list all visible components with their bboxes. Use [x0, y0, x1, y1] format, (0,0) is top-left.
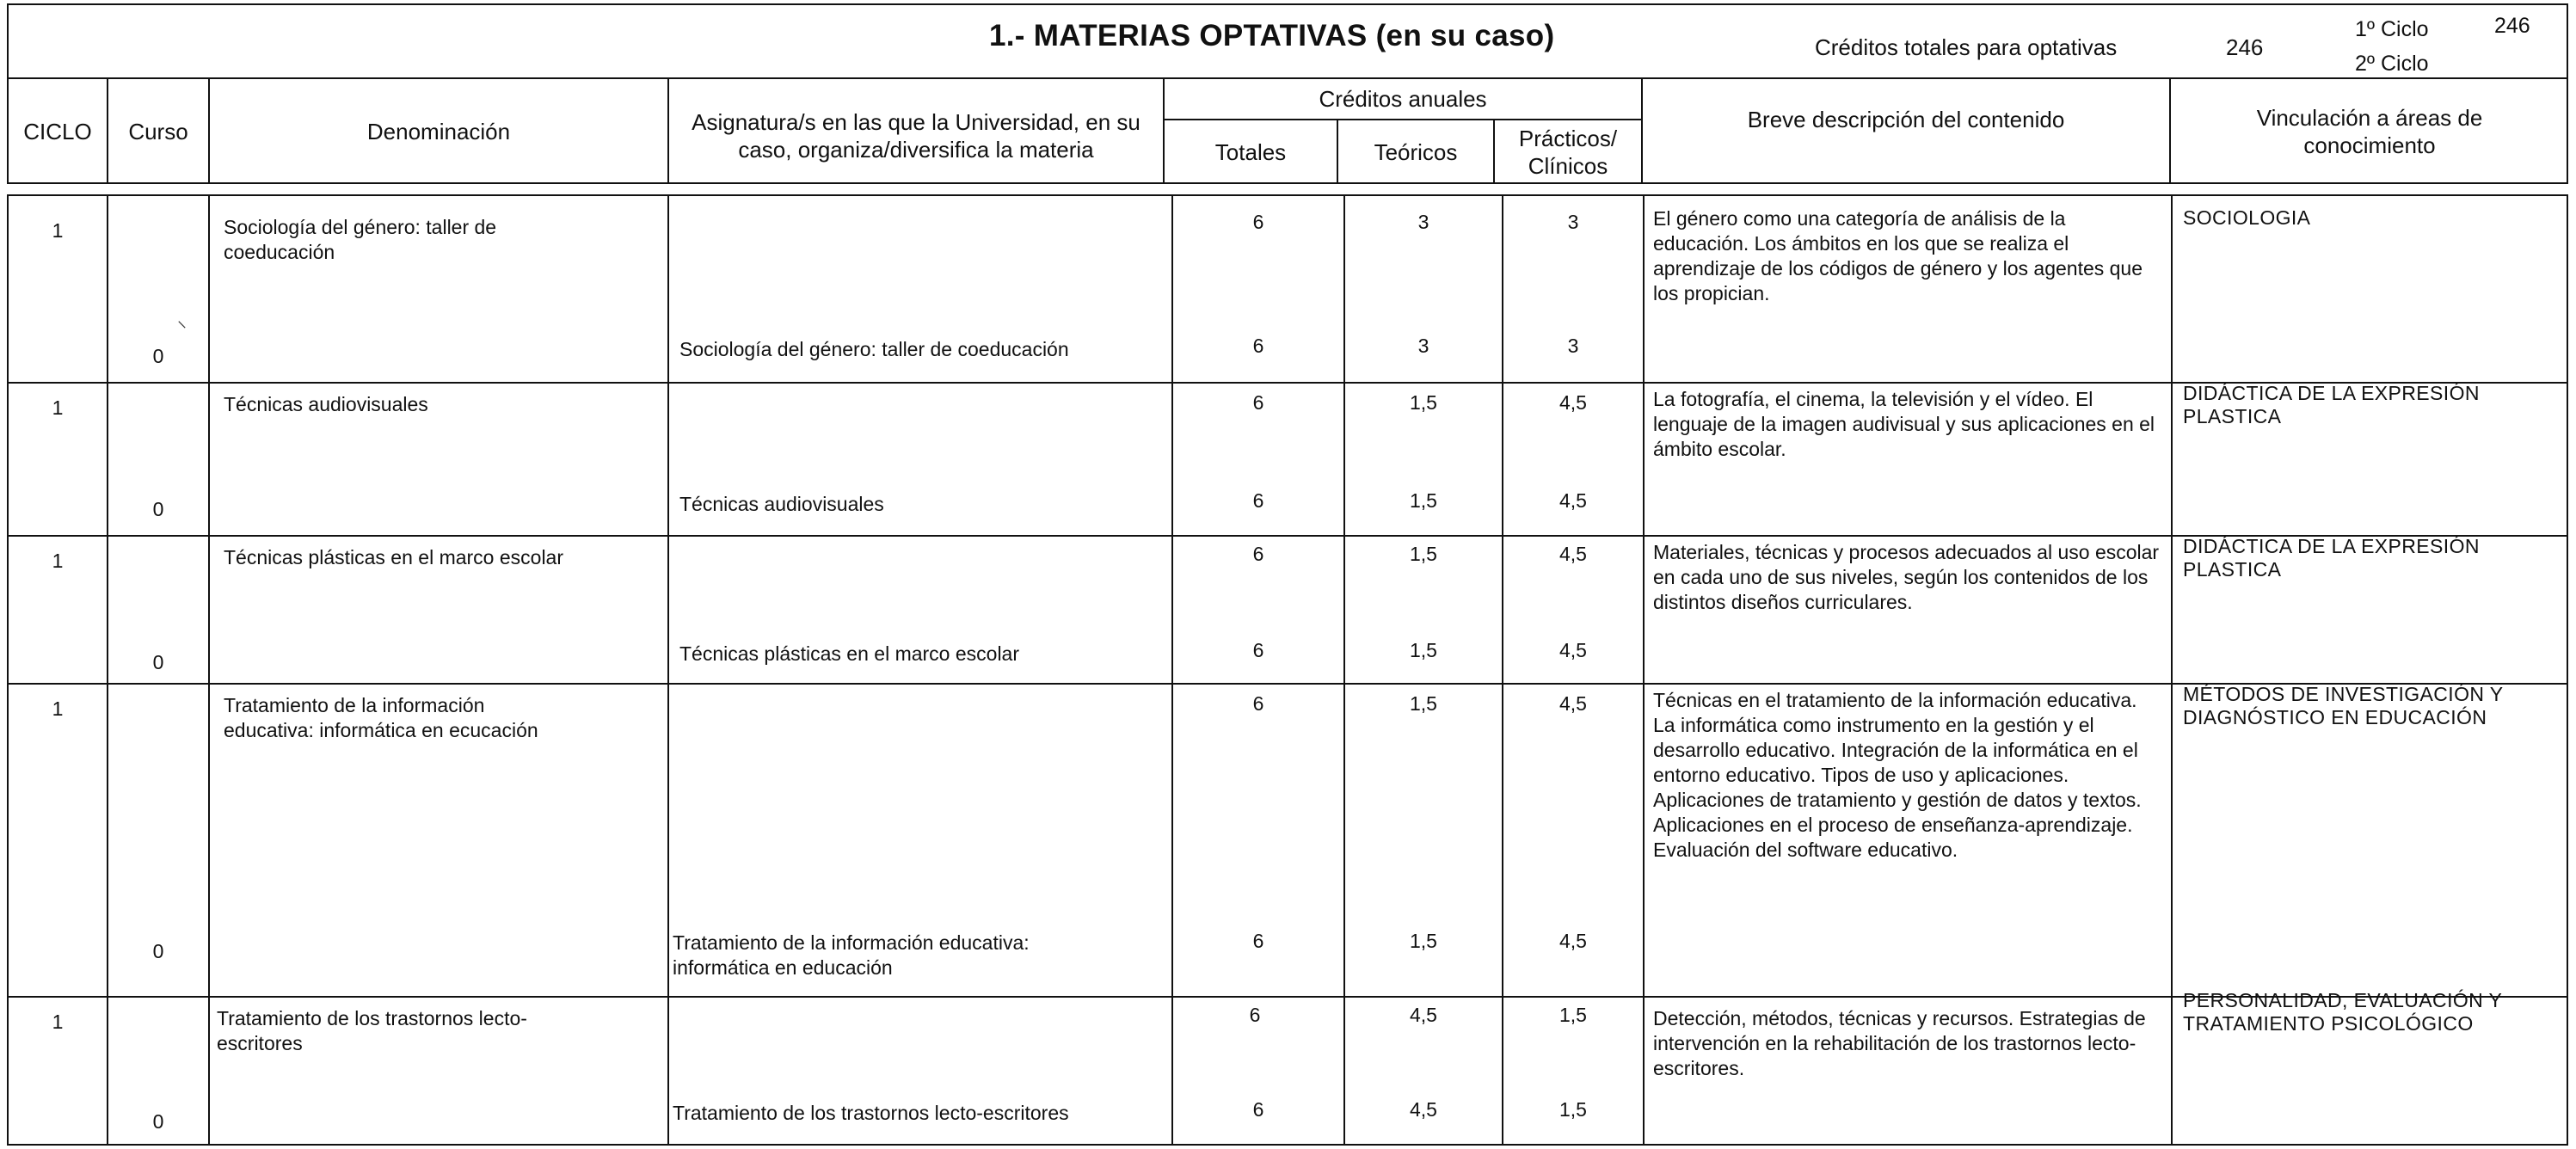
row-ciclo: 1 — [52, 396, 64, 419]
row-totales: 6 — [1252, 391, 1264, 414]
table-header — [7, 77, 2568, 184]
row-denominacion: Sociología del género: taller de coeducación — [224, 216, 497, 263]
row-asignatura: Sociología del género: taller de coeducación — [679, 338, 1069, 360]
row-curso: 0 — [152, 940, 164, 962]
col-practicos: Prácticos/ Clínicos — [1518, 126, 1618, 179]
row-practicos: 4,5 — [1559, 543, 1587, 565]
row-asig-totales: 6 — [1252, 639, 1264, 661]
row-teoricos: 1,5 — [1410, 543, 1437, 565]
col-asignatura: Asignatura/s en las que la Universidad, en su caso, organiza/diversifica la materia — [692, 109, 1140, 163]
row-descripcion: La fotografía, el cinema, la televisión y el vídeo. El lenguaje de la imagen audivisual y sus aplicaciones en el ámbito escolar. — [1653, 388, 2155, 460]
row-asig-teoricos: 1,5 — [1410, 930, 1437, 952]
row-descripcion: El género como una categoría de análisis de la educación. Los ámbitos en los que se realiza el aprendizaje de los códigos de género y los agentes que los propician. — [1653, 207, 2143, 304]
row-asig-practicos: 1,5 — [1559, 1098, 1587, 1121]
row-totales: 6 — [1252, 211, 1264, 233]
creditos-totales-value: 246 — [2226, 34, 2264, 60]
row-curso: 0 — [152, 345, 164, 367]
row-asig-practicos: 4,5 — [1559, 639, 1587, 661]
row-vinculacion: DIDÁCTICA DE LA EXPRESIÓN PLASTICA — [2183, 535, 2480, 581]
page-title: 1.- MATERIAS OPTATIVAS (en su caso) — [989, 19, 1555, 52]
table-body — [7, 194, 2568, 1146]
row-curso: 0 — [152, 1110, 164, 1133]
row-totales: 6 — [1252, 692, 1264, 715]
col-ciclo: CICLO — [23, 119, 92, 144]
creditos-totales-label: Créditos totales para optativas — [1815, 34, 2118, 60]
row-asig-totales: 6 — [1252, 335, 1264, 357]
row-practicos: 1,5 — [1559, 1004, 1587, 1026]
row-ciclo: 1 — [52, 550, 64, 572]
row-ciclo: 1 — [52, 1011, 64, 1033]
ciclo2-label: 2º Ciclo — [2355, 52, 2429, 76]
row-asig-totales: 6 — [1252, 1098, 1264, 1121]
row-practicos: 4,5 — [1559, 692, 1587, 715]
row-denominacion: Técnicas plásticas en el marco escolar — [224, 546, 563, 568]
column-divider — [208, 196, 210, 1144]
row-totales: 6 — [1252, 543, 1264, 565]
row-asignatura: Tratamiento de los trastornos lecto-escritores — [673, 1102, 1069, 1124]
col-teoricos: Teóricos — [1374, 139, 1458, 165]
row-asig-teoricos: 1,5 — [1410, 489, 1437, 512]
row-vinculacion: DIDÁCTICA DE LA EXPRESIÓN PLASTICA — [2183, 382, 2480, 427]
col-totales: Totales — [1214, 139, 1287, 165]
row-descripcion: Técnicas en el tratamiento de la información educativa. La informática como instrumento en la gestión y el desarrollo educativo. Integración de la informática en el entorno educativo. Tipos de uso y aplicaciones. Aplicaciones de tratamiento y gestión de datos y textos. Aplicaciones en el proceso de enseñanza-aprendizaje. Evaluación del software educativo. — [1653, 689, 2142, 861]
row-practicos: 4,5 — [1559, 391, 1587, 414]
row-teoricos: 3 — [1417, 211, 1429, 233]
row-teoricos: 1,5 — [1410, 692, 1437, 715]
col-curso: Curso — [128, 119, 188, 144]
row-asig-teoricos: 1,5 — [1410, 639, 1437, 661]
col-descripcion: Breve descripción del contenido — [1747, 107, 2065, 132]
row-descripcion: Detección, métodos, técnicas y recursos. Estrategias de intervención en la rehabilitación de los trastornos lecto-escritores. — [1653, 1007, 2146, 1079]
row-denominacion: Técnicas audiovisuales — [224, 393, 428, 415]
col-denominacion: Denominación — [366, 119, 511, 144]
row-denominacion: Tratamiento de la información educativa: informática en ecucación — [224, 694, 538, 741]
row-ciclo: 1 — [52, 219, 64, 242]
row-asig-teoricos: 4,5 — [1410, 1098, 1437, 1121]
row-asignatura: Tratamiento de la información educativa: informática en educación — [673, 931, 1030, 979]
col-creditos-anuales: Créditos anuales — [1319, 86, 1487, 112]
row-descripcion: Materiales, técnicas y procesos adecuados al uso escolar en cada uno de sus niveles, según los contenidos de los distintos diseños curriculares. — [1653, 541, 2160, 613]
row-vinculacion: SOCIOLOGIA — [2183, 206, 2311, 229]
row-asig-practicos: 3 — [1567, 335, 1579, 357]
column-divider — [1643, 196, 1645, 1144]
row-asig-practicos: 4,5 — [1559, 489, 1587, 512]
row-curso: 0 — [152, 498, 164, 520]
row-curso: 0 — [152, 651, 164, 673]
ciclo1-label: 1º Ciclo — [2355, 17, 2429, 41]
ciclo1-value: 246 — [2494, 14, 2530, 38]
stray-mark: ⸌ — [177, 317, 188, 339]
row-ciclo: 1 — [52, 697, 64, 720]
row-asignatura: Técnicas plásticas en el marco escolar — [679, 642, 1019, 665]
title-bar — [7, 3, 2568, 79]
row-teoricos: 4,5 — [1410, 1004, 1437, 1026]
row-asig-practicos: 4,5 — [1559, 930, 1587, 952]
row-vinculacion: MÉTODOS DE INVESTIGACIÓN Y DIAGNÓSTICO EN EDUCACIÓN — [2183, 683, 2504, 728]
row-practicos: 3 — [1567, 211, 1579, 233]
row-asig-teoricos: 3 — [1417, 335, 1429, 357]
row-totales: 6 — [1249, 1004, 1261, 1026]
row-asignatura: Técnicas audiovisuales — [679, 493, 884, 515]
col-vinculacion: Vinculación a áreas de conocimiento — [2256, 105, 2483, 158]
row-teoricos: 1,5 — [1410, 391, 1437, 414]
column-divider — [667, 196, 669, 1144]
row-denominacion: Tratamiento de los trastornos lecto-escritores — [217, 1007, 527, 1054]
row-asig-totales: 6 — [1252, 489, 1264, 512]
row-vinculacion: PERSONALIDAD, EVALUACIÓN Y TRATAMIENTO PSICOLÓGICO — [2183, 989, 2502, 1035]
column-divider — [2171, 196, 2173, 1144]
row-asig-totales: 6 — [1252, 930, 1264, 952]
